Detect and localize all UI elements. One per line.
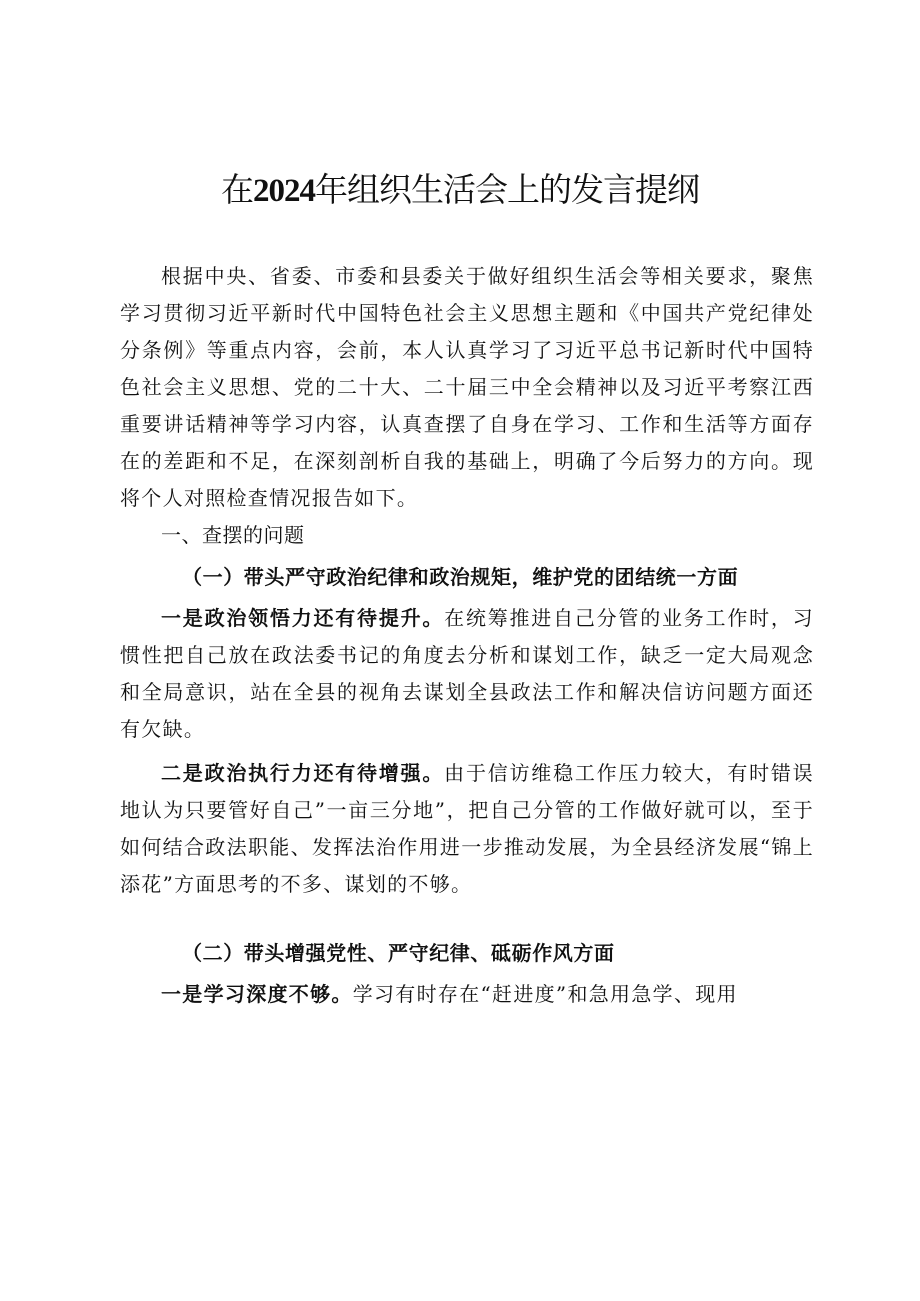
sub1-item1-lead: 一是政治领悟力还有待提升。 [161,606,445,630]
document-body [120,258,814,1013]
sub1-item1-paragraph [120,600,814,748]
intro-paragraph: 根据中央、省委、市委和县委关于做好组织生活会等相关要求，聚焦学习贯彻习近平新时代中国特色社会主义思想主题和《中国共产党纪律处分条例》等重点内容，会前，本人认真学习了习近平总书记新时代中国特色社会主义思想、党的二十大、二十届三中全会精神以及习近平考察江西重要讲话精神等学习内容，认真查摆了自身在学习、工作和生活等方面存在的差距和不足，在深刻剖析自我的基础上，明确了今后努力的方向。现将个人对照检查情况报告如下。 [120,264,814,510]
section-heading-problems: 一、查摆的问题 [161,523,305,547]
sub2-item1-text: 学习有时存在“赶进度”和急用急学、现用 [352,982,738,1006]
title-year: 2024 [253,173,315,209]
subsection-heading-1: （一）带头严守政治纪律和政治规矩，维护党的团结统一方面 [182,565,739,589]
sub1-item2-lead: 二是政治执行力还有待增强。 [161,761,445,785]
sub2-item1-lead: 一是学习深度不够。 [161,982,353,1006]
title-prefix: 在 [221,170,253,209]
sub1-item1-text: 在统筹推进自己分管的业务工作时，习惯性把自己放在政法委书记的角度去分析和谋划工作，缺乏一定大局观念和全局意识，站在全县的视角去谋划全县政法工作和解决信访问题方面还有欠缺。 [120,606,814,741]
sub1-item2-paragraph [120,755,814,903]
sub1-item2-text: 由于信访维稳工作压力较大，有时错误地认为只要管好自己”一亩三分地”，把自己分管的工作做好就可以，至于如何结合政法职能、发挥法治作用进一步推动发展，为全县经济发展“锦上添花”方面思考的不多、谋划的不够。 [120,761,814,896]
document-title [0,168,920,213]
title-suffix: 年组织生活会上的发言提纲 [315,170,699,209]
sub2-item1-paragraph [120,976,814,1013]
subsection-heading-2: （二）带头增强党性、严守纪律、砥砺作风方面 [182,941,615,965]
